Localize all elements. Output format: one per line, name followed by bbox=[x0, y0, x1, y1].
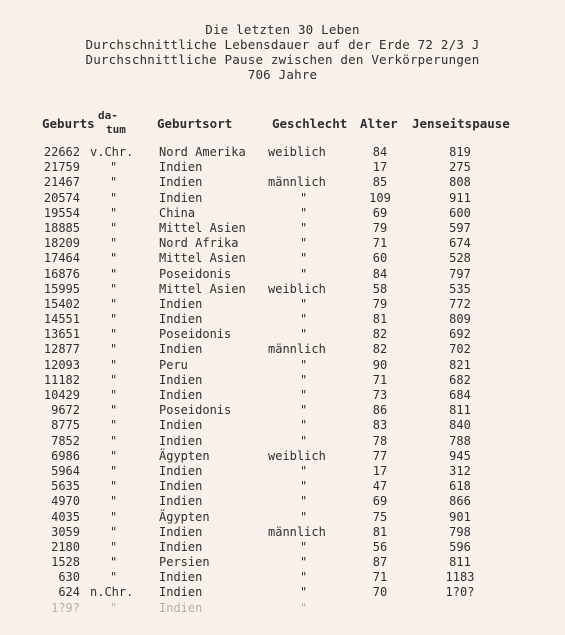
table-row bbox=[0, 510, 565, 525]
birth-year-cell: 3059 bbox=[51, 524, 80, 539]
birth-year-cell: 18885 bbox=[43, 220, 80, 235]
birth-year-cell: 21467 bbox=[43, 175, 80, 190]
era-cell: " bbox=[110, 236, 118, 251]
birth-year-cell: 12877 bbox=[43, 342, 80, 357]
birthplace-cell: Indien bbox=[159, 585, 203, 600]
column-header-sex: Geschlecht bbox=[272, 116, 348, 131]
table-row bbox=[0, 403, 565, 418]
birthplace-cell: Persien bbox=[159, 555, 210, 570]
sex-cell: " bbox=[300, 236, 308, 251]
age-cell: 56 bbox=[372, 539, 388, 554]
sex-cell: " bbox=[300, 251, 308, 266]
sex-cell: " bbox=[300, 509, 308, 524]
table-row bbox=[0, 585, 565, 600]
age-cell: 77 bbox=[372, 448, 388, 463]
table-row bbox=[0, 494, 565, 509]
afterlife-pause-cell: 600 bbox=[449, 205, 471, 220]
sex-cell: " bbox=[300, 433, 308, 448]
era-cell: " bbox=[110, 327, 118, 342]
sex-cell: " bbox=[300, 494, 308, 509]
age-cell: 79 bbox=[372, 296, 388, 311]
sex-cell: " bbox=[300, 418, 308, 433]
table-row bbox=[0, 479, 565, 494]
sex-cell: weiblich bbox=[268, 145, 326, 159]
sex-cell: " bbox=[300, 220, 308, 235]
age-cell: 85 bbox=[372, 175, 388, 190]
age-cell: 47 bbox=[372, 479, 388, 494]
age-cell: 70 bbox=[372, 585, 388, 600]
title-line: Die letzten 30 Leben bbox=[205, 22, 360, 37]
afterlife-pause-cell: 674 bbox=[449, 236, 471, 251]
birth-year-cell: 7852 bbox=[51, 433, 80, 448]
sex-cell: " bbox=[300, 357, 308, 372]
afterlife-pause-cell: 866 bbox=[449, 494, 471, 509]
era-cell: v.Chr. bbox=[90, 145, 134, 159]
era-cell: " bbox=[110, 175, 118, 190]
era-cell: " bbox=[110, 570, 118, 585]
table-row bbox=[0, 267, 565, 282]
era-cell: " bbox=[110, 433, 118, 448]
birth-year-cell: 14551 bbox=[43, 312, 80, 327]
sex-cell: " bbox=[300, 296, 308, 311]
age-cell: 69 bbox=[372, 205, 388, 220]
birth-year-cell: 8775 bbox=[51, 418, 80, 433]
birth-year-cell: 20574 bbox=[43, 190, 80, 205]
afterlife-pause-cell: 821 bbox=[449, 357, 471, 372]
birth-year-cell: 5964 bbox=[51, 463, 80, 478]
table-row bbox=[0, 434, 565, 449]
era-cell: " bbox=[110, 418, 118, 433]
sex-cell: " bbox=[300, 463, 308, 478]
birth-year-cell: 19554 bbox=[43, 205, 80, 220]
afterlife-pause-cell: 692 bbox=[449, 327, 471, 342]
table-row bbox=[0, 342, 565, 357]
era-cell: n.Chr. bbox=[90, 585, 134, 600]
column-header-birth-da: da- bbox=[98, 109, 118, 122]
afterlife-pause-cell: 911 bbox=[449, 190, 471, 205]
birthplace-cell: Poseidonis bbox=[159, 327, 232, 342]
era-cell: " bbox=[110, 463, 118, 478]
age-cell: 58 bbox=[372, 281, 388, 296]
era-cell: " bbox=[110, 190, 118, 205]
table-row bbox=[0, 251, 565, 266]
sex-cell: " bbox=[300, 600, 308, 615]
birth-year-cell: 15995 bbox=[43, 281, 80, 296]
table-row bbox=[0, 221, 565, 236]
table-row bbox=[0, 358, 565, 373]
sex-cell: " bbox=[300, 388, 308, 402]
birthplace-cell: Indien bbox=[159, 190, 203, 205]
sex-cell: männlich bbox=[268, 175, 326, 190]
birth-year-cell: 624 bbox=[58, 585, 80, 600]
birthplace-cell: China bbox=[159, 205, 196, 220]
era-cell: " bbox=[110, 555, 118, 570]
table-row bbox=[0, 540, 565, 555]
birthplace-cell: Indien bbox=[159, 494, 203, 509]
era-cell: " bbox=[110, 266, 118, 281]
birth-year-cell: 12093 bbox=[43, 357, 80, 372]
age-cell: 71 bbox=[372, 236, 388, 251]
age-cell: 75 bbox=[372, 509, 388, 524]
afterlife-pause-cell: 811 bbox=[449, 403, 471, 418]
afterlife-pause-cell: 618 bbox=[449, 479, 471, 494]
age-cell: 84 bbox=[372, 266, 388, 281]
birthplace-cell: Mittel Asien bbox=[159, 281, 246, 296]
birth-year-cell: 11182 bbox=[43, 372, 80, 387]
birth-year-cell: 15402 bbox=[43, 296, 80, 311]
birth-year-cell: 18209 bbox=[43, 236, 80, 251]
afterlife-pause-cell: 1?0? bbox=[445, 585, 475, 600]
afterlife-pause-cell: 808 bbox=[449, 175, 471, 190]
age-cell: 109 bbox=[369, 190, 391, 205]
birthplace-cell: Nord Afrika bbox=[159, 236, 239, 251]
birth-year-cell: 4970 bbox=[51, 494, 80, 509]
birthplace-cell: Poseidonis bbox=[159, 403, 232, 418]
sex-cell: " bbox=[300, 327, 308, 342]
sex-cell: " bbox=[300, 312, 308, 327]
afterlife-pause-cell: 596 bbox=[449, 539, 471, 554]
age-cell: 87 bbox=[372, 555, 388, 570]
sex-cell: " bbox=[300, 205, 308, 220]
birth-year-cell: 1?9? bbox=[51, 600, 80, 615]
table-row bbox=[0, 464, 565, 479]
column-header-pause: Jenseitspause bbox=[412, 116, 510, 131]
era-cell: " bbox=[110, 600, 118, 615]
sex-cell: " bbox=[300, 555, 308, 570]
era-cell: " bbox=[110, 524, 118, 539]
birthplace-cell: Indien bbox=[159, 372, 203, 387]
afterlife-pause-cell: 772 bbox=[449, 296, 471, 311]
table-row bbox=[0, 312, 565, 327]
birthplace-cell: Indien bbox=[159, 296, 203, 311]
table-row bbox=[0, 601, 565, 616]
sex-cell: " bbox=[300, 570, 308, 585]
birthplace-cell: Poseidonis bbox=[159, 266, 232, 281]
afterlife-pause-cell: 684 bbox=[449, 388, 471, 402]
afterlife-pause-cell: 682 bbox=[449, 372, 471, 387]
birthplace-cell: Ägypten bbox=[159, 448, 210, 463]
birthplace-cell: Indien bbox=[159, 342, 203, 357]
birth-year-cell: 10429 bbox=[43, 388, 80, 402]
sex-cell: " bbox=[300, 403, 308, 418]
birth-year-cell: 5635 bbox=[51, 479, 80, 494]
afterlife-pause-cell: 811 bbox=[449, 555, 471, 570]
era-cell: " bbox=[110, 160, 118, 175]
birthplace-cell: Indien bbox=[159, 433, 203, 448]
birthplace-cell: Indien bbox=[159, 539, 203, 554]
age-cell: 71 bbox=[372, 570, 388, 585]
birth-year-cell: 22662 bbox=[43, 145, 80, 159]
column-header-place: Geburtsort bbox=[157, 116, 233, 131]
era-cell: " bbox=[110, 448, 118, 463]
birthplace-cell: Indien bbox=[159, 600, 203, 615]
column-header-birth-tum: tum bbox=[106, 123, 126, 136]
table-row bbox=[0, 160, 565, 175]
table-row bbox=[0, 449, 565, 464]
table-row bbox=[0, 388, 565, 403]
average-pause-line: Durchschnittliche Pause zwischen den Verkörperungen bbox=[85, 52, 480, 67]
age-cell: 81 bbox=[372, 524, 388, 539]
birthplace-cell: Indien bbox=[159, 160, 203, 175]
birthplace-cell: Indien bbox=[159, 312, 203, 327]
age-cell: 71 bbox=[372, 372, 388, 387]
lives-table bbox=[0, 145, 565, 616]
afterlife-pause-cell: 901 bbox=[449, 509, 471, 524]
table-row bbox=[0, 373, 565, 388]
sex-cell: " bbox=[300, 585, 308, 600]
birthplace-cell: Indien bbox=[159, 388, 203, 402]
average-lifespan-line: Durchschnittliche Lebensdauer auf der Erde 72 2/3 J bbox=[85, 37, 480, 52]
sex-cell: männlich bbox=[268, 524, 326, 539]
age-cell: 17 bbox=[372, 160, 388, 175]
era-cell: " bbox=[110, 388, 118, 402]
afterlife-pause-cell: 275 bbox=[449, 160, 471, 175]
birth-year-cell: 4035 bbox=[51, 509, 80, 524]
sex-cell: " bbox=[300, 539, 308, 554]
table-row bbox=[0, 236, 565, 251]
birthplace-cell: Indien bbox=[159, 463, 203, 478]
average-pause-value: 706 Jahre bbox=[247, 67, 318, 82]
afterlife-pause-cell: 528 bbox=[449, 251, 471, 266]
sex-cell: männlich bbox=[268, 342, 326, 357]
table-row bbox=[0, 418, 565, 433]
birth-year-cell: 2180 bbox=[51, 539, 80, 554]
era-cell: " bbox=[110, 251, 118, 266]
era-cell: " bbox=[110, 494, 118, 509]
afterlife-pause-cell: 840 bbox=[449, 418, 471, 433]
table-row bbox=[0, 206, 565, 221]
table-row bbox=[0, 570, 565, 585]
table-row bbox=[0, 525, 565, 540]
birthplace-cell: Indien bbox=[159, 418, 203, 433]
birth-year-cell: 1528 bbox=[51, 555, 80, 570]
birthplace-cell: Mittel Asien bbox=[159, 251, 246, 266]
afterlife-pause-cell: 798 bbox=[449, 524, 471, 539]
table-row bbox=[0, 297, 565, 312]
birthplace-cell: Indien bbox=[159, 524, 203, 539]
birth-year-cell: 9672 bbox=[51, 403, 80, 418]
birthplace-cell: Ägypten bbox=[159, 509, 210, 524]
sex-cell: " bbox=[300, 479, 308, 494]
age-cell: 83 bbox=[372, 418, 388, 433]
table-row bbox=[0, 555, 565, 570]
sex-cell: weiblich bbox=[268, 281, 326, 296]
column-header-age: Alter bbox=[360, 116, 398, 131]
afterlife-pause-cell: 702 bbox=[449, 342, 471, 357]
era-cell: " bbox=[110, 281, 118, 296]
birth-year-cell: 6986 bbox=[51, 448, 80, 463]
age-cell: 69 bbox=[372, 494, 388, 509]
table-row bbox=[0, 145, 565, 160]
afterlife-pause-cell: 535 bbox=[449, 281, 471, 296]
birthplace-cell: Mittel Asien bbox=[159, 220, 246, 235]
age-cell: 82 bbox=[372, 342, 388, 357]
sex-cell: " bbox=[300, 190, 308, 205]
era-cell: " bbox=[110, 479, 118, 494]
age-cell: 90 bbox=[372, 357, 388, 372]
birth-year-cell: 17464 bbox=[43, 251, 80, 266]
table-row bbox=[0, 191, 565, 206]
afterlife-pause-cell: 797 bbox=[449, 266, 471, 281]
table-row bbox=[0, 175, 565, 190]
birth-year-cell: 21759 bbox=[43, 160, 80, 175]
table-row bbox=[0, 282, 565, 297]
era-cell: " bbox=[110, 342, 118, 357]
column-header-birth: Geburts bbox=[42, 116, 95, 131]
birthplace-cell: Indien bbox=[159, 570, 203, 585]
era-cell: " bbox=[110, 296, 118, 311]
age-cell: 84 bbox=[372, 145, 388, 159]
afterlife-pause-cell: 1183 bbox=[445, 570, 475, 585]
sex-cell: weiblich bbox=[268, 448, 326, 463]
era-cell: " bbox=[110, 403, 118, 418]
birthplace-cell: Peru bbox=[159, 357, 188, 372]
era-cell: " bbox=[110, 357, 118, 372]
birth-year-cell: 13651 bbox=[43, 327, 80, 342]
era-cell: " bbox=[110, 220, 118, 235]
afterlife-pause-cell: 312 bbox=[449, 463, 471, 478]
birth-year-cell: 630 bbox=[58, 570, 80, 585]
age-cell: 81 bbox=[372, 312, 388, 327]
era-cell: " bbox=[110, 539, 118, 554]
birth-year-cell: 16876 bbox=[43, 266, 80, 281]
age-cell: 17 bbox=[372, 463, 388, 478]
sex-cell: " bbox=[300, 372, 308, 387]
afterlife-pause-cell: 788 bbox=[449, 433, 471, 448]
birthplace-cell: Nord Amerika bbox=[159, 145, 246, 159]
age-cell: 79 bbox=[372, 220, 388, 235]
age-cell: 73 bbox=[372, 388, 388, 402]
birthplace-cell: Indien bbox=[159, 175, 203, 190]
age-cell: 60 bbox=[372, 251, 388, 266]
era-cell: " bbox=[110, 372, 118, 387]
era-cell: " bbox=[110, 509, 118, 524]
age-cell: 78 bbox=[372, 433, 388, 448]
age-cell: 82 bbox=[372, 327, 388, 342]
era-cell: " bbox=[110, 205, 118, 220]
table-row bbox=[0, 327, 565, 342]
era-cell: " bbox=[110, 312, 118, 327]
birthplace-cell: Indien bbox=[159, 479, 203, 494]
afterlife-pause-cell: 809 bbox=[449, 312, 471, 327]
sex-cell: " bbox=[300, 266, 308, 281]
age-cell: 86 bbox=[372, 403, 388, 418]
afterlife-pause-cell: 945 bbox=[449, 448, 471, 463]
afterlife-pause-cell: 597 bbox=[449, 220, 471, 235]
afterlife-pause-cell: 819 bbox=[449, 145, 471, 159]
